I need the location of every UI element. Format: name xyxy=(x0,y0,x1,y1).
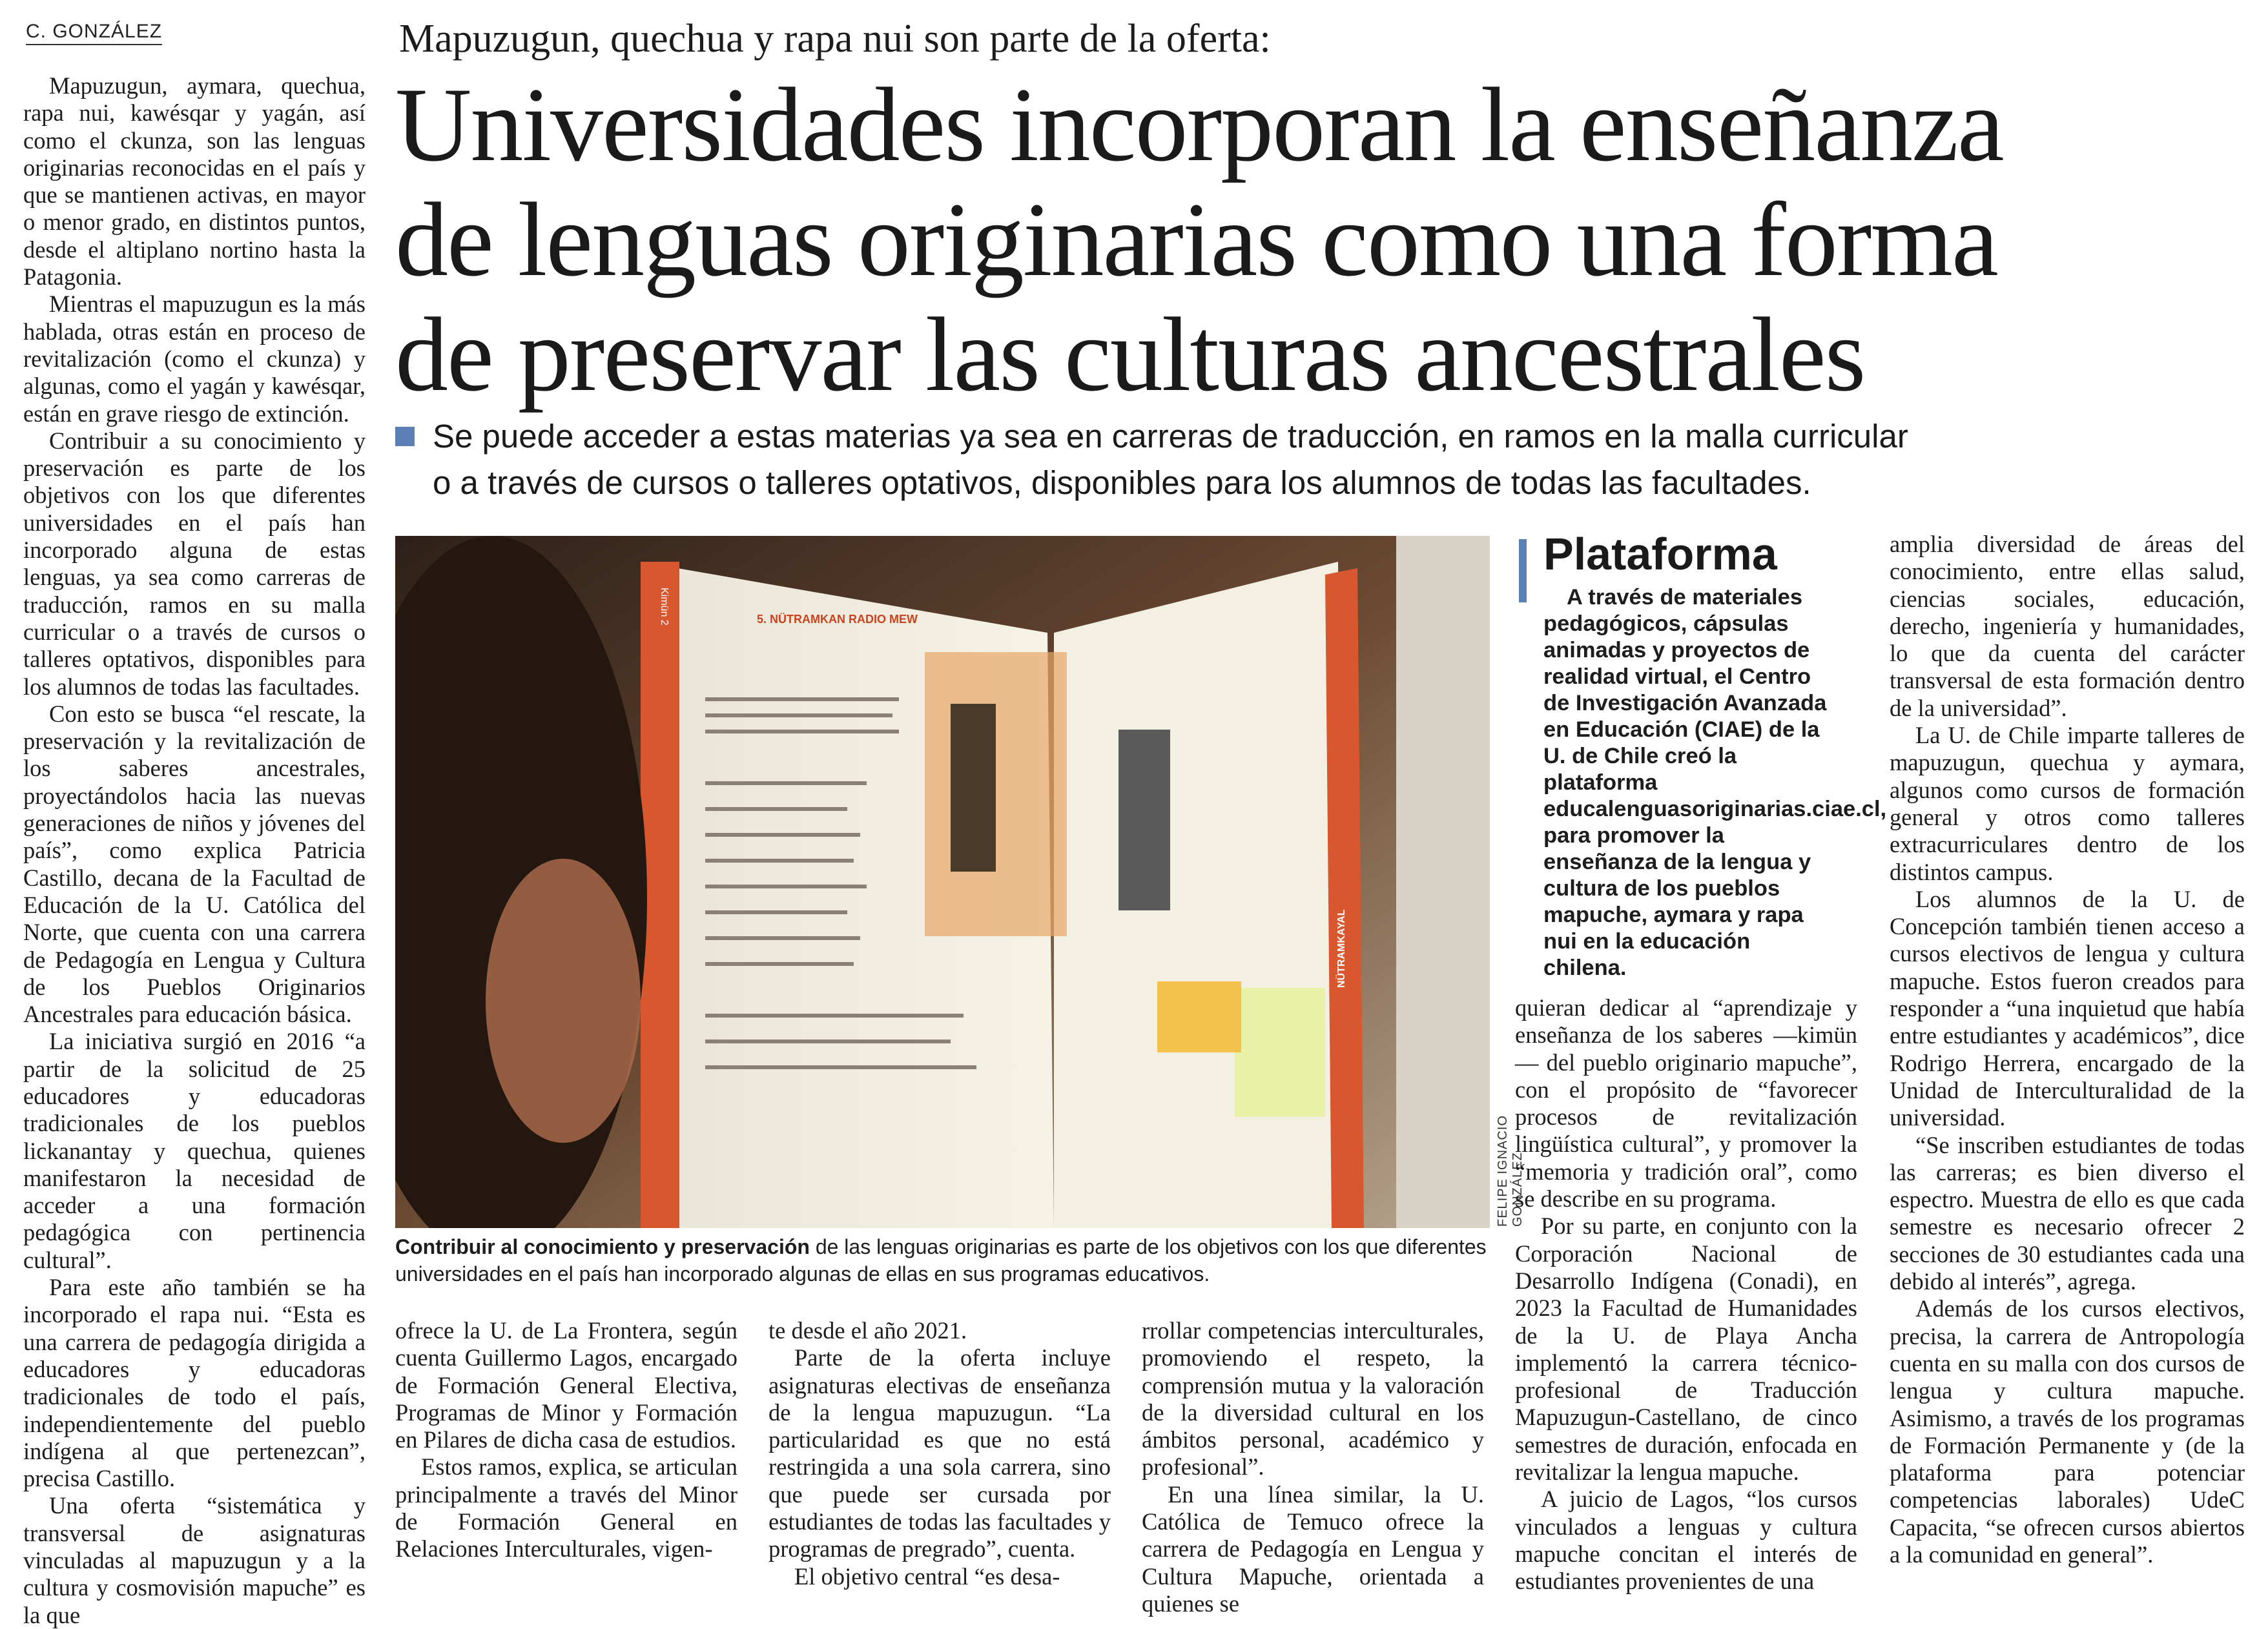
paragraph: Una oferta “sistemática y transversal de asignaturas vinculadas al mapuzugun y a la cultura y cosmovisión mapuche” es la que xyxy=(23,1492,366,1628)
column-6 xyxy=(1890,531,2245,1568)
caption-lead: Contribuir al conocimiento y preservación xyxy=(395,1235,810,1258)
paragraph: Mapuzugun, aymara, quechua, rapa nui, kawésqar y yagán, así como el ckunza, son las lenguas originarias reconocidas en el país y que se mantienen activas, en mayor o menor grado, en distintos puntos, desde el altiplano nortino hasta la Patagonia. xyxy=(23,72,366,291)
paragraph: ofrece la U. de La Frontera, según cuenta Guillermo Lagos, encargado de Formación General Electiva, Programas de Minor y Formación en Pilares de dicha casa de estudios. xyxy=(395,1317,737,1453)
photo-caption xyxy=(395,1233,1493,1287)
paragraph: Los alumnos de la U. de Concepción también tienen acceso a cursos electivos de lengua y cultura mapuche. Estos fueron creados para responder a “una inquietud que había entre estudiantes y académicos”, dice Rodrigo Herrera, encargado de la Unidad de Interculturalidad de la universidad. xyxy=(1890,885,2245,1131)
paragraph: Por su parte, en conjunto con la Corporación Nacional de Desarrollo Indígena (Conadi), en 2023 la Facultad de Humanidades de la U. de Playa Ancha implementó la carrera técnico-profesional de Traducción Mapuzugun-Castellano, de cinco semestres de duración, enfocada en revitalizar la lengua mapuche. xyxy=(1515,1213,1857,1486)
kicker: Mapuzugun, quechua y rapa nui son parte de la oferta: xyxy=(399,17,1271,61)
deck-line-1: Se puede acceder a estas materias ya sea en carreras de traducción, en ramos en la malla curricular xyxy=(433,418,1908,455)
paragraph: El objetivo central “es desa- xyxy=(794,1562,1060,1590)
column-4 xyxy=(1142,1317,1484,1617)
deck-line-2: o a través de cursos o talleres optativos, disponibles para los alumnos de todas las facultades. xyxy=(433,464,1811,501)
book-tab: Kimün 2 xyxy=(659,588,670,626)
paragraph: quieran dedicar al “aprendizaje y enseñanza de los saberes —kimün— del pueblo originario mapuche”, con el propósito de “favorecer procesos de revitalización lingüística cultural”, y promover la “memoria y tradición oral”, como se describe en su programa. xyxy=(1515,994,1857,1213)
paragraph: Parte de la oferta incluye asignaturas electivas de enseñanza de la lengua mapuzugun. “La particularidad es que no está restringida a una sola carrera, sino que puede ser cursada por estudiantes de todas las facultades y programas de pregrado”, cuenta. xyxy=(768,1344,1111,1562)
paragraph: te desde el año 2021. xyxy=(768,1317,967,1344)
caption-text: de las lenguas originarias es parte de los objetivos con los que diferentes universidades en el país han incorporado algunas de ellas en sus programas educativos. xyxy=(395,1235,1487,1286)
photo-illustration xyxy=(395,536,1490,1228)
paragraph: En una línea similar, la U. Católica de Temuco ofrece la carrera de Pedagogía en Lengua y Cultura Mapuche, orientada a quienes se xyxy=(1142,1480,1484,1617)
article-photo xyxy=(395,536,1490,1228)
photo-credit: FELIPE IGNACIO GONZÁLEZ xyxy=(1496,1115,1525,1227)
sidebar-paragraph: A través de materiales pedagógicos, cápsulas animadas y proyectos de realidad virtual, el Centro de Investigación Avanzada en Educación (CIAE) de la U. de Chile creó la plataforma educalenguasoriginarias.ciae.cl, para promover la enseñanza de la lengua y cultura de los pueblos mapuche, aymara y rapa nui en la educación chilena. xyxy=(1543,585,1887,980)
paragraph: “Se inscriben estudiantes de todas las carreras; es bien diverso el espectro. Muestra de ello es que cada semestre es necesario ofrecer 2 secciones de 30 estudiantes cada una debido al interés”, agrega. xyxy=(1890,1131,2245,1295)
sidebar-title: Plataforma xyxy=(1543,529,1777,579)
paragraph: amplia diversidad de áreas del conocimiento, entre ellas salud, ciencias sociales, educación, derecho, ingeniería y humanidades, lo que da cuenta del carácter transversal de esta formación dentro de la universidad”. xyxy=(1890,531,2245,721)
headline-line-1: Universidades incorporan la enseñanza xyxy=(395,67,2003,183)
square-bullet-icon xyxy=(395,427,415,446)
paragraph: Mientras el mapuzugun es la más hablada, otras están en proceso de revitalización (como el ckunza) y algunas, como el yagán y kawésqar, están en grave riesgo de extinción. xyxy=(23,291,366,427)
paragraph: La U. de Chile imparte talleres de mapuzugun, quechua y aymara, algunos como cursos de formación general y otros como talleres extracurriculares dentro de los distintos campus. xyxy=(1890,722,2245,885)
column-1 xyxy=(23,72,366,1629)
paragraph: Para este año también se ha incorporado el rapa nui. “Esta es una carrera de pedagogía dirigida a educadores y educadoras tradicionales de todo el país, independientemente del pueblo indígena al que pertenezcan”, precisa Castillo. xyxy=(23,1274,366,1492)
paragraph: Además de los cursos electivos, precisa, la carrera de Antropología cuenta en su malla con dos cursos de lengua y cultura mapuche. Asimismo, a través de los programas de Formación Permanente y (de la plataforma para potenciar competencias laborales) UdeC Capacita, “se ofrecen cursos abiertos a la comunidad en general”. xyxy=(1890,1295,2245,1568)
paragraph: La iniciativa surgió en 2016 “a partir de la solicitud de 25 educadores y educadoras tradicionales de los pueblos lickanantay y quechua, quienes manifestaron la necesidad de acceder a una formación pedagógica con pertinencia cultural”. xyxy=(23,1028,366,1273)
byline: C. GONZÁLEZ xyxy=(26,21,162,45)
book-heading: 5. NÜTRAMKAN RADIO MEW xyxy=(757,613,918,626)
paragraph: Con esto se busca “el rescate, la preservación y la revitalización de los saberes ancestrales, proyectándolos hacia las nuevas generaciones de niños y jóvenes del país”, como explica Patricia Castillo, decana de la Facultad de Educación de la U. Católica del Norte, que cuenta con una carrera de Pedagogía en Lengua y Cultura de los Pueblos Originarios Ancestrales para educación básica. xyxy=(23,700,366,1028)
deck xyxy=(395,413,2255,506)
headline-line-2: de lenguas originarias como una forma xyxy=(395,181,1997,298)
column-3 xyxy=(768,1317,1111,1590)
column-5 xyxy=(1515,994,1857,1595)
headline xyxy=(395,68,2255,413)
paragraph: A juicio de Lagos, “los cursos vinculados a lenguas y cultura mapuche concitan el interés de estudiantes provenientes de una xyxy=(1515,1486,1857,1595)
headline-line-3: de preservar las culturas ancestrales xyxy=(395,296,1865,413)
paragraph: rrollar competencias interculturales, promoviendo el respeto, la comprensión mutua y la valoración de la diversidad cultural en los ámbitos personal, académico y profesional”. xyxy=(1142,1317,1484,1480)
sidebar-accent-bar xyxy=(1519,539,1527,602)
book-spine: NÜTRAMKAYAL xyxy=(1336,909,1347,988)
column-2 xyxy=(395,1317,737,1563)
sidebar-body xyxy=(1543,584,1887,981)
paragraph: Estos ramos, explica, se articulan principalmente a través del Minor de Formación General en Relaciones Interculturales, vigen- xyxy=(395,1453,737,1562)
paragraph: Contribuir a su conocimiento y preservación es parte de los objetivos con los que diferentes universidades en el país han incorporado alguna de estas lenguas, ya sea como carreras de traducción, ramos en su malla curricular o a través de cursos o talleres optativos, disponibles para los alumnos de todas las facultades. xyxy=(23,427,366,700)
